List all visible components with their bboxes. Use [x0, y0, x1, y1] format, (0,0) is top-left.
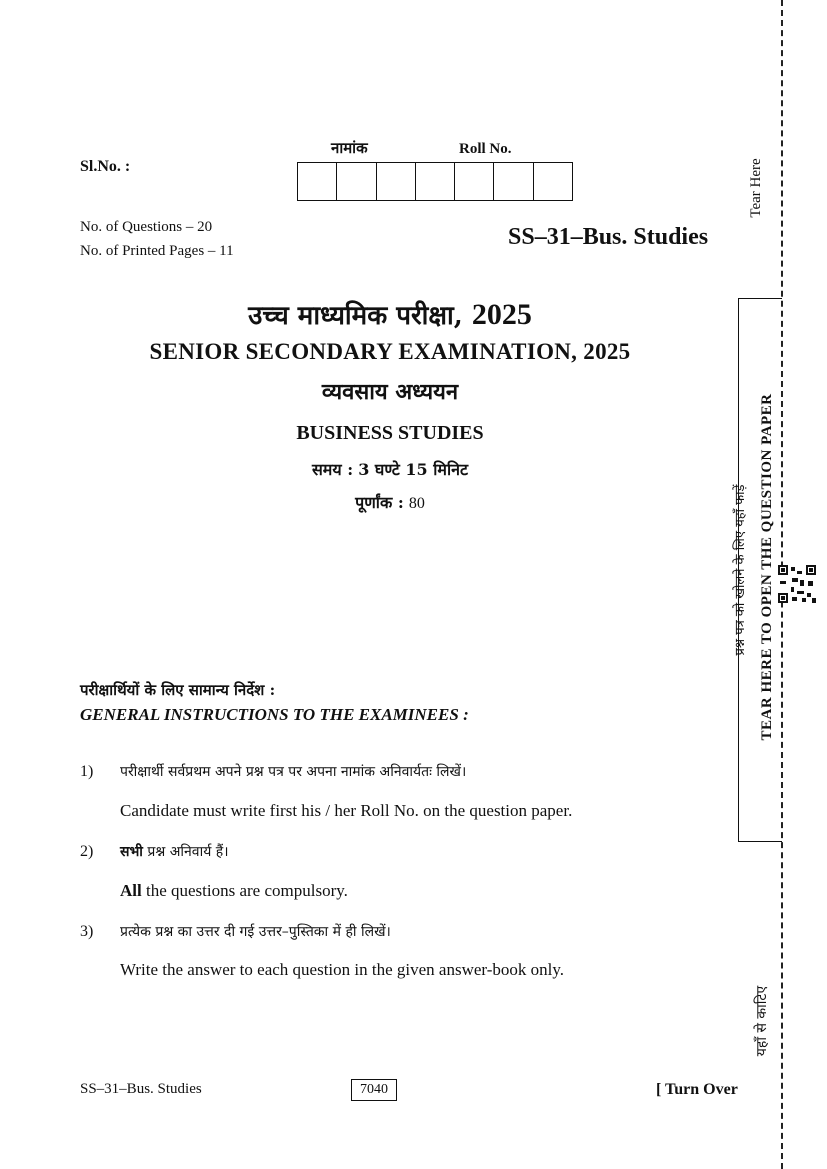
roll-cell[interactable]: [298, 163, 337, 200]
instruction-2-english: [120, 881, 348, 901]
instruction-number: 3): [80, 923, 94, 940]
marks-label: पूर्णांक :: [355, 493, 404, 512]
tear-here-label: Tear Here: [748, 158, 764, 218]
roll-cell[interactable]: [337, 163, 376, 200]
subject-hindi: व्यवसाय अध्ययन: [321, 379, 459, 405]
instruction-2-hindi: [120, 842, 229, 861]
roll-cell[interactable]: [416, 163, 455, 200]
exam-title-hindi: [0, 296, 780, 332]
exam-title-english: SENIOR SECONDARY EXAMINATION, 2025: [149, 339, 631, 364]
instruction-2-english-text: the questions are compulsory.: [141, 881, 348, 900]
roll-number-boxes[interactable]: [297, 162, 573, 201]
paper-serial-code: 7040: [351, 1079, 397, 1101]
instruction-1-hindi: परीक्षार्थी सर्वप्रथम अपने प्रश्न पत्र पर अपना नामांक अनिवार्यतः लिखें।: [120, 764, 467, 780]
roll-cell[interactable]: [494, 163, 533, 200]
instruction-1-english: Candidate must write first his / her Roll No. on the question paper.: [120, 801, 573, 820]
exam-year: 2025: [471, 298, 532, 331]
instruction-2-hindi-text: प्रश्न अनिवार्य हैं।: [142, 844, 229, 860]
roll-cell[interactable]: [534, 163, 572, 200]
number-of-questions: No. of Questions – 20: [80, 219, 213, 235]
instruction-2-hindi-bold: सभी: [120, 844, 143, 860]
instruction-3-hindi: प्रत्येक प्रश्न का उत्तर दी गई उत्तर–पुस्तिका में ही लिखें।: [120, 924, 391, 940]
marks-value: 80: [408, 495, 425, 512]
turn-over-label: [ Turn Over: [656, 1081, 738, 1098]
instructions-heading-english: GENERAL INSTRUCTIONS TO THE EXAMINEES :: [80, 705, 469, 724]
exam-time: [0, 458, 780, 480]
time-value: 3 घण्टे 15 मिनिट: [358, 460, 469, 479]
qr-code-icon: [778, 565, 816, 603]
footer-paper-code: SS–31–Bus. Studies: [80, 1081, 202, 1097]
instruction-number: 2): [80, 843, 94, 860]
roll-cell[interactable]: [455, 163, 494, 200]
instructions-heading-hindi: परीक्षार्थियों के लिए सामान्य निर्देश :: [80, 681, 276, 699]
exam-title-hindi-text: उच्च माध्यमिक परीक्षा,: [248, 301, 463, 331]
instruction-2-english-bold: All: [120, 881, 142, 900]
sl-no-label: Sl.No. :: [80, 158, 131, 175]
roll-label: Roll No.: [459, 141, 512, 157]
subject-english: BUSINESS STUDIES: [296, 422, 484, 444]
cut-here-label: यहाँ से काटिए: [754, 985, 770, 1057]
instruction-number: 1): [80, 763, 94, 780]
tear-instruction-hindi: प्रश्न पत्र को खोलने के लिए यहाँ फाड़ें: [733, 484, 748, 656]
tear-instruction-english: TEAR HERE TO OPEN THE QUESTION PAPER: [759, 393, 775, 741]
roll-cell[interactable]: [377, 163, 416, 200]
time-label: समय :: [311, 460, 354, 479]
paper-code: SS–31–Bus. Studies: [508, 224, 709, 250]
roll-label-hindi: नामांक: [331, 139, 368, 157]
max-marks: [0, 491, 780, 513]
instruction-3-english: Write the answer to each question in the given answer-book only.: [120, 960, 564, 979]
number-of-pages: No. of Printed Pages – 11: [80, 243, 234, 259]
